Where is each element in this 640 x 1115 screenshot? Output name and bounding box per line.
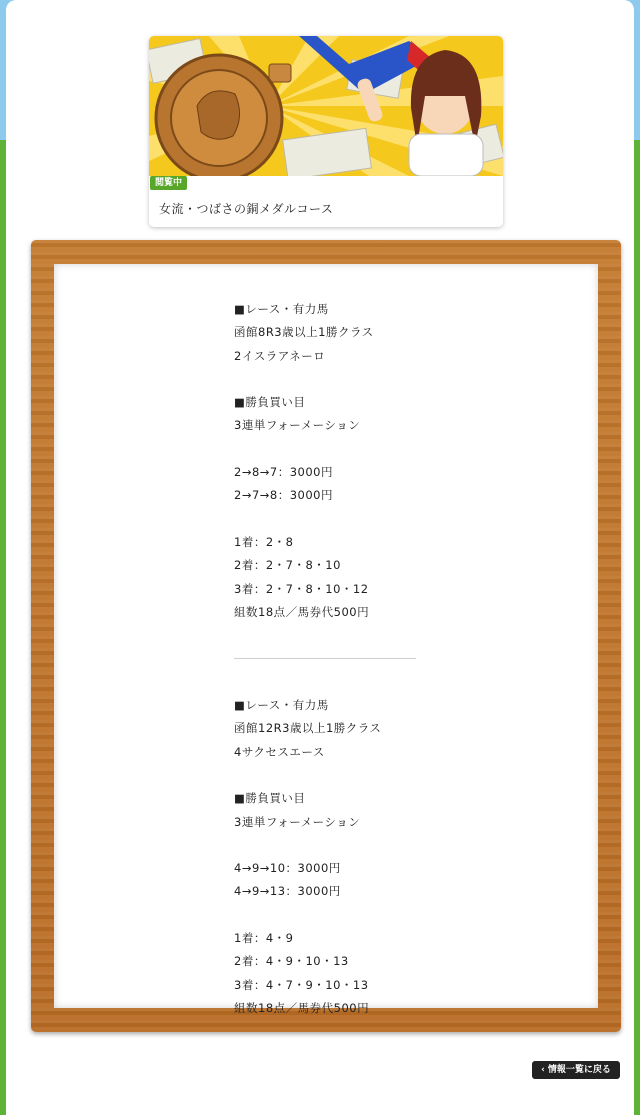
page-sheet — [6, 0, 634, 1115]
content-line: 1着：2・8 — [234, 534, 294, 549]
blank-line — [234, 904, 564, 927]
content-line: 4サクセスエース — [234, 744, 325, 759]
content-line: 2→8→7：3000円 — [234, 465, 333, 480]
content-line: 3連単フォーメーション — [234, 814, 361, 829]
chevron-left-icon: ‹ — [541, 1065, 545, 1075]
content-line: 函館8R3歳以上1勝クラス — [234, 325, 374, 340]
blank-line — [234, 671, 564, 694]
content-line: 3着：2・7・8・10・12 — [234, 581, 369, 596]
content-line: 1着：4・9 — [234, 931, 294, 946]
content-line: 3着：4・7・9・10・13 — [234, 977, 369, 992]
content-line: 2イスラアネーロ — [234, 348, 326, 363]
back-to-list-label: 情報一覧に戻る — [547, 1065, 611, 1075]
blank-line — [234, 368, 564, 391]
content-line: 4→9→13：3000円 — [234, 884, 341, 899]
content-line: 2着：4・9・10・13 — [234, 954, 349, 969]
blank-line — [234, 834, 564, 857]
course-card[interactable] — [149, 36, 503, 227]
banner-illustration — [149, 36, 503, 176]
content-line: 2着：2・7・8・10 — [234, 558, 341, 573]
blank-line — [234, 764, 564, 787]
content-line: ■勝負買い目 — [234, 791, 306, 806]
content-line: 3連単フォーメーション — [234, 418, 361, 433]
blank-line — [234, 624, 564, 647]
content-line: 組数18点／馬券代500円 — [234, 604, 370, 619]
back-to-list-button[interactable] — [532, 1061, 620, 1079]
viewing-badge: 閲覧中 — [150, 176, 187, 190]
content-paper — [54, 264, 598, 1015]
content-line: 4→9→10：3000円 — [234, 861, 341, 876]
prediction-content — [234, 298, 564, 1020]
content-line: 2→7→8：3000円 — [234, 488, 333, 503]
content-line: ■レース・有力馬 — [234, 302, 329, 316]
content-line: ■レース・有力馬 — [234, 698, 329, 713]
content-line: 組数18点／馬券代500円 — [234, 1000, 370, 1015]
blank-line — [234, 508, 564, 531]
content-line: 函館12R3歳以上1勝クラス — [234, 721, 382, 736]
wood-board — [31, 240, 621, 1032]
content-line: ■勝負買い目 — [234, 395, 306, 410]
course-banner-image — [149, 36, 503, 176]
blank-line — [234, 438, 564, 461]
content-divider — [234, 647, 564, 670]
course-title[interactable]: 女流・つばさの銅メダルコース — [159, 202, 334, 216]
